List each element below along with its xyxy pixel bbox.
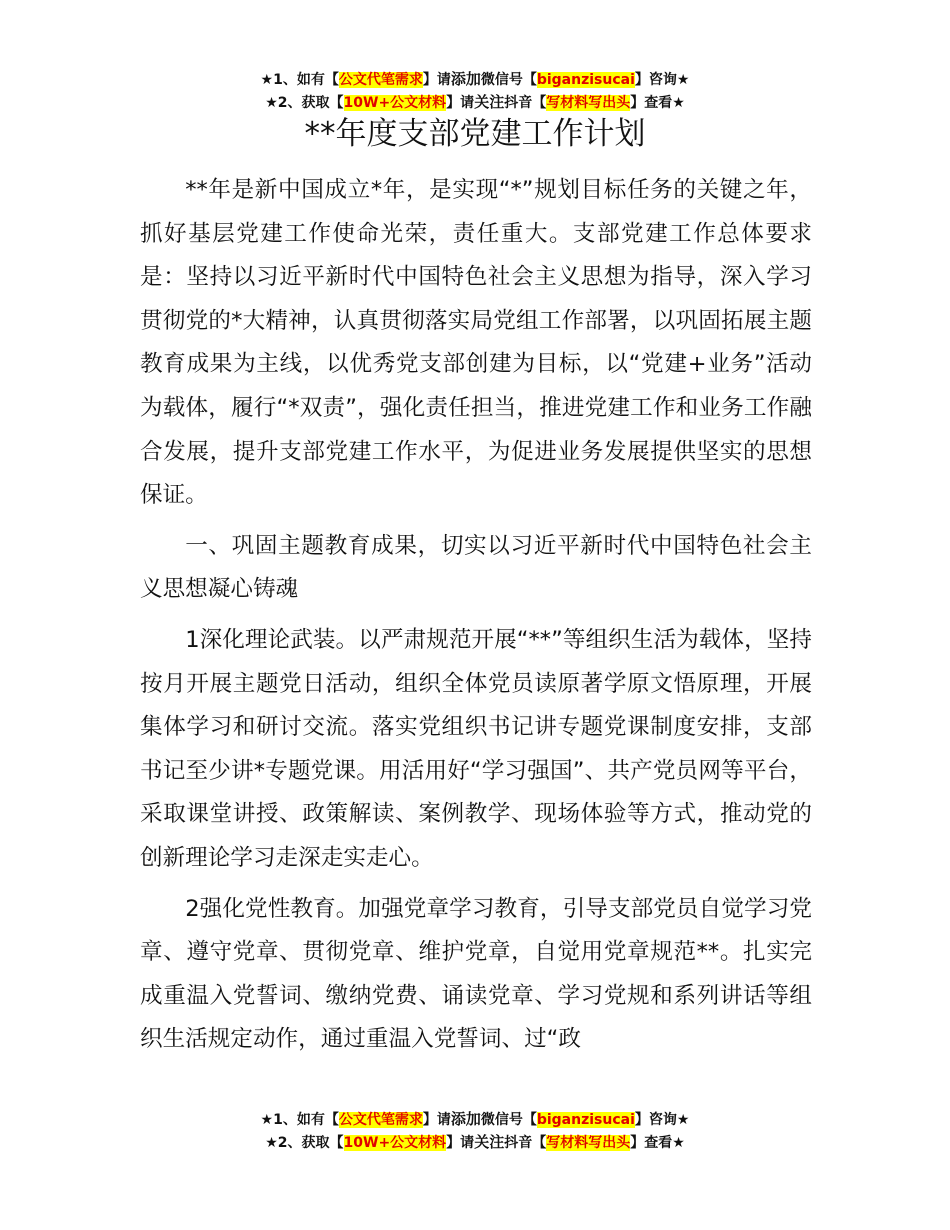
footer-banner: [0, 1108, 950, 1154]
header-banner: [0, 68, 950, 114]
footer-banner-line-1: ★1、如有【公文代笔需求】请添加微信号【biganzisucai】咨询★: [260, 1110, 690, 1128]
materials-highlight: 10W+公文材料: [343, 1135, 447, 1151]
paragraph-section-heading-1: 一、巩固主题教育成果，切实以习近平新时代中国特色社会主义思想凝心铸魂: [140, 532, 812, 603]
header-banner-line-2: ★2、获取【10W+公文材料】请关注抖音【写材料写出头】查看★: [265, 93, 685, 111]
douyin-account-highlight: 写材料写出头: [546, 1135, 631, 1151]
wechat-id-highlight: biganzisucai: [536, 1112, 635, 1128]
document-body: [140, 169, 812, 1069]
ghostwriting-highlight: 公文代笔需求: [338, 72, 423, 88]
wechat-id-highlight: biganzisucai: [536, 72, 635, 88]
materials-highlight: 10W+公文材料: [343, 95, 447, 111]
footer-banner-line-2: ★2、获取【10W+公文材料】请关注抖音【写材料写出头】查看★: [265, 1133, 685, 1151]
paragraph-item-1: 1深化理论武装。以严肃规范开展“**”等组织生活为载体，坚持按月开展主题党日活动，组织全体党员读原著学原文悟原理，开展集体学习和研讨交流。落实党组织书记讲专题党课制度安排，支部书记至少讲*专题党课。用活用好“学习强国”、共产党员网等平台，采取课堂讲授、政策解读、案例教学、现场体验等方式，推动党的创新理论学习走深走实走心。: [140, 626, 812, 871]
header-banner-line-1: ★1、如有【公文代笔需求】请添加微信号【biganzisucai】咨询★: [260, 70, 690, 88]
paragraph-intro: **年是新中国成立*年，是实现“*”规划目标任务的关键之年，抓好基层党建工作使命光荣，责任重大。支部党建工作总体要求是：坚持以习近平新时代中国特色社会主义思想为指导，深入学习贯彻党的*大精神，认真贯彻落实局党组工作部署，以巩固拓展主题教育成果为主线，以优秀党支部创建为目标，以“党建+业务”活动为载体，履行“*双责”，强化责任担当，推进党建工作和业务工作融合发展，提升支部党建工作水平，为促进业务发展提供坚实的思想保证。: [140, 177, 812, 509]
ghostwriting-highlight: 公文代笔需求: [338, 1112, 423, 1128]
douyin-account-highlight: 写材料写出头: [546, 95, 631, 111]
paragraph-item-2: 2强化党性教育。加强党章学习教育，引导支部党员自觉学习党章、遵守党章、贯彻党章、维护党章，自觉用党章规范**。扎实完成重温入党誓词、缴纳党费、诵读党章、学习党规和系列讲话等组织生活规定动作，通过重温入党誓词、过“政: [140, 895, 812, 1053]
document-title: **年度支部党建工作计划: [304, 116, 646, 152]
